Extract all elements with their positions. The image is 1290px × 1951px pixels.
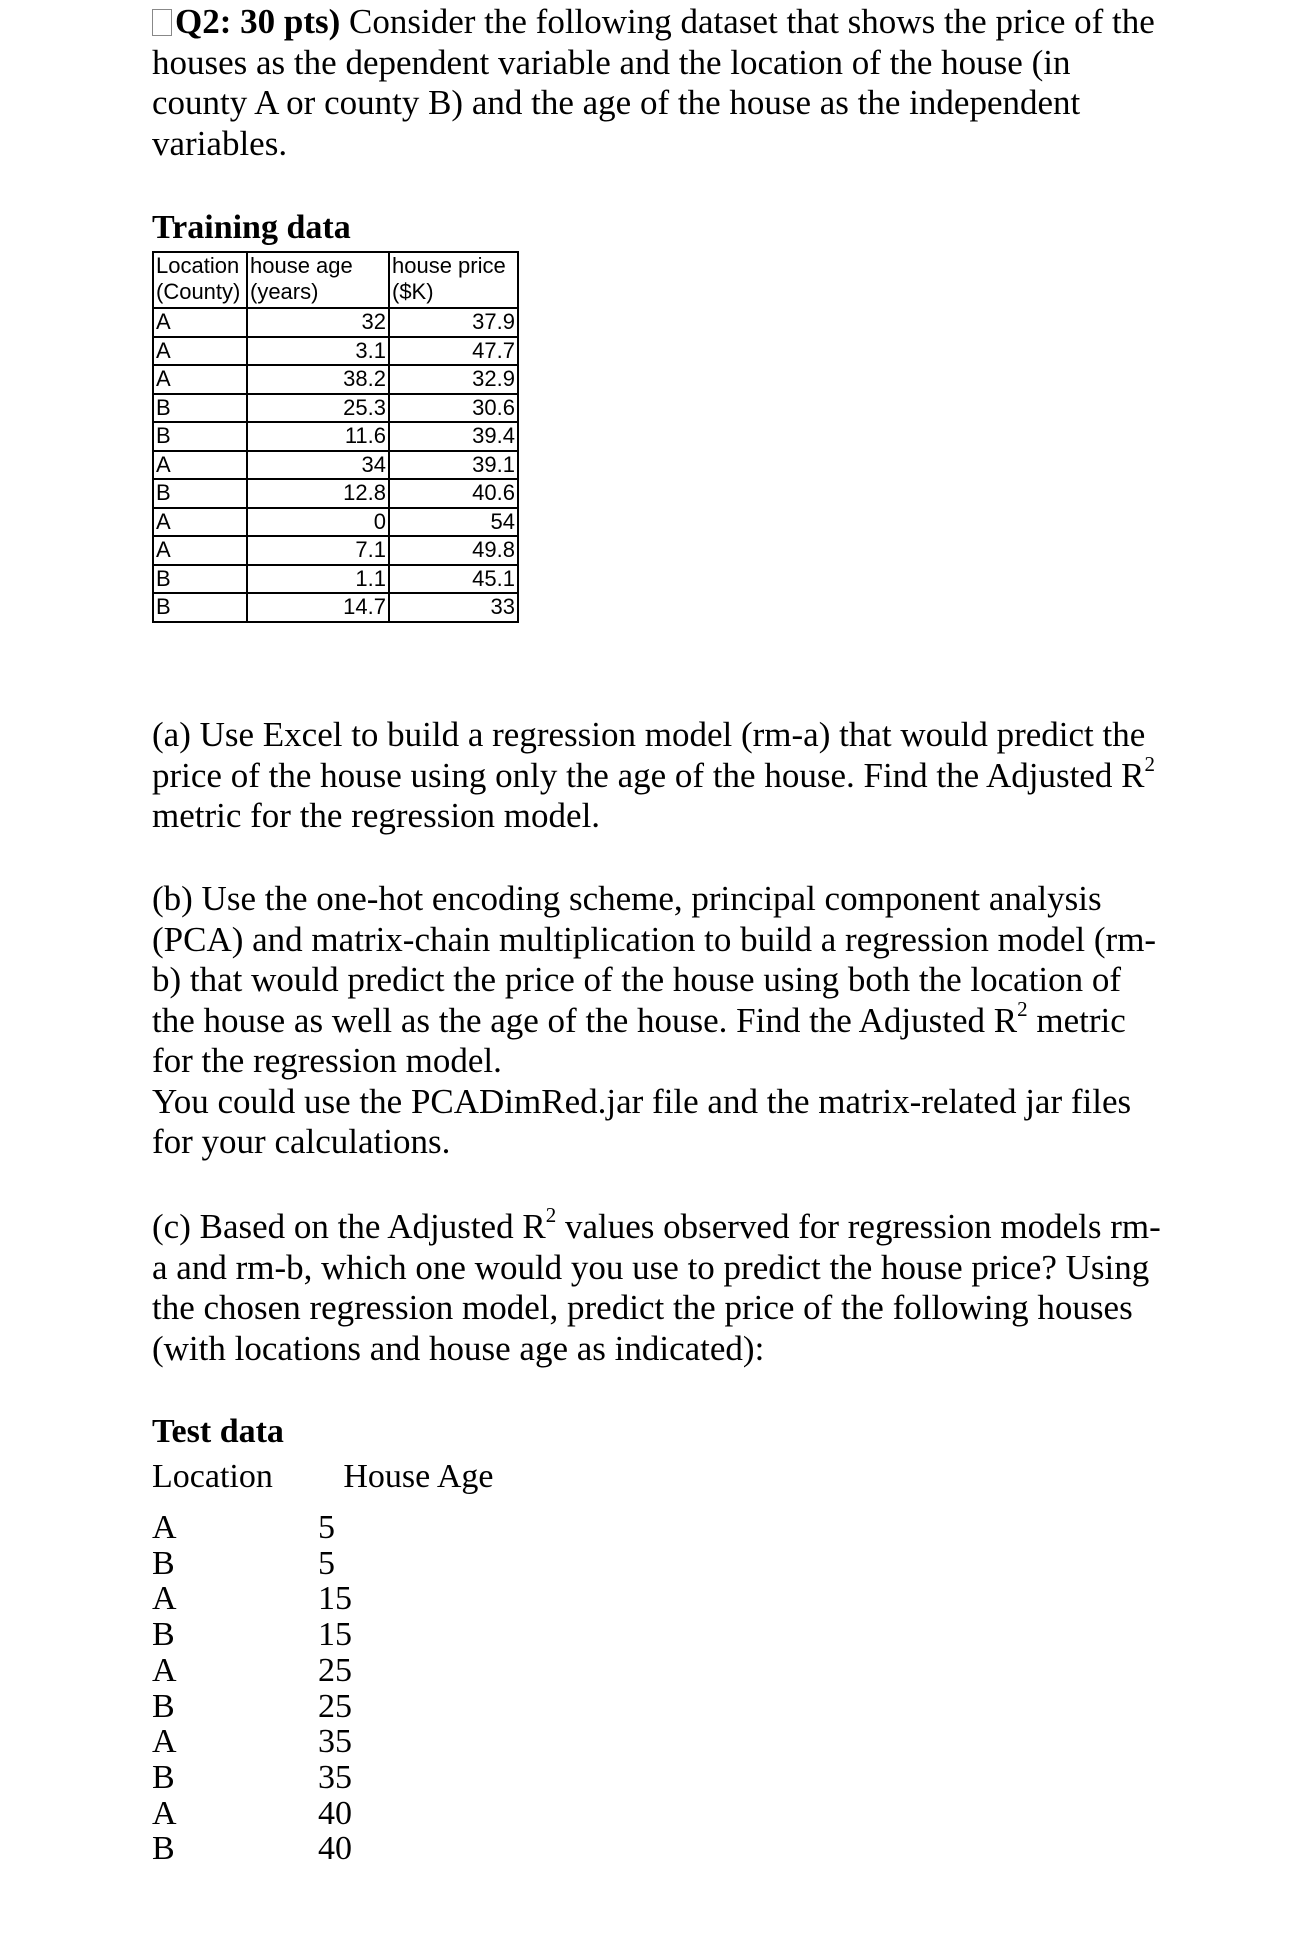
- part-b-text: (b) Use the one-hot encoding scheme, principal component analysis (PCA) and matrix-chain multiplication to build a regression model (rm-b) that would predict the price of the house using both the location of the house as well as the age of the house. Find the Adjusted R: [152, 879, 1157, 1040]
- question-title: Q2: 30 pts): [175, 2, 341, 41]
- training-row: [153, 337, 518, 366]
- training-cell-price: 39.4: [389, 422, 518, 451]
- training-cell-price: 33: [389, 593, 518, 622]
- training-row: [153, 508, 518, 537]
- test-cell-location: B: [152, 1616, 175, 1654]
- test-heading: Test data: [152, 1413, 284, 1450]
- test-cell-age: 5: [318, 1509, 335, 1546]
- training-cell-price: 54: [389, 508, 518, 537]
- part-b-tail: metric for the regression model.: [152, 1000, 1126, 1080]
- training-cell-location: A: [153, 365, 247, 394]
- part-c-tail: values observed for regression models rm-a and rm-b, which one would you use to predict the house price? Using the chosen regression model, predict the price of the following houses (with locations and house age as indicated):: [152, 1207, 1161, 1368]
- training-table: [152, 251, 519, 623]
- test-cell-age: 15: [318, 1616, 352, 1654]
- training-cell-location: B: [153, 479, 247, 508]
- test-cell-age: 40: [318, 1794, 352, 1832]
- test-cell-age: 35: [318, 1758, 352, 1796]
- training-cell-location: A: [153, 508, 247, 537]
- test-cell-age: 40: [318, 1830, 352, 1868]
- test-cell-location: A: [152, 1651, 177, 1689]
- training-cell-age: 32: [247, 308, 389, 337]
- training-cell-price: 30.6: [389, 394, 518, 423]
- training-cell-location: B: [153, 394, 247, 423]
- training-cell-location: A: [153, 451, 247, 480]
- training-row: [153, 565, 518, 594]
- training-row: [153, 451, 518, 480]
- test-cell-location: A: [152, 1580, 177, 1618]
- training-cell-age: 3.1: [247, 337, 389, 366]
- training-cell-price: 40.6: [389, 479, 518, 508]
- training-cell-age: 12.8: [247, 479, 389, 508]
- training-cell-age: 11.6: [247, 422, 389, 451]
- training-row: [153, 536, 518, 565]
- training-cell-age: 1.1: [247, 565, 389, 594]
- training-cell-price: 32.9: [389, 365, 518, 394]
- training-cell-location: A: [153, 337, 247, 366]
- training-cell-age: 34: [247, 451, 389, 480]
- header-house-age: house age (years): [247, 252, 389, 308]
- training-cell-price: 37.9: [389, 308, 518, 337]
- training-cell-location: A: [153, 536, 247, 565]
- training-cell-price: 45.1: [389, 565, 518, 594]
- training-cell-age: 25.3: [247, 394, 389, 423]
- test-col-location: Location: [152, 1458, 273, 1495]
- training-cell-age: 0: [247, 508, 389, 537]
- part-a-text: (a) Use Excel to build a regression model (rm-a) that would predict the price of the house using only the age of the house. Find the Adjusted R: [152, 715, 1146, 795]
- training-cell-price: 39.1: [389, 451, 518, 480]
- training-cell-location: A: [153, 308, 247, 337]
- test-cell-location: A: [152, 1509, 177, 1546]
- test-cell-age: 35: [318, 1723, 352, 1761]
- training-row: [153, 365, 518, 394]
- training-row: [153, 422, 518, 451]
- test-col-age: House Age: [343, 1458, 494, 1495]
- part-c-sup: 2: [545, 1203, 557, 1228]
- header-house-price: house price ($K): [389, 252, 518, 308]
- training-cell-price: 47.7: [389, 337, 518, 366]
- test-cell-location: B: [152, 1544, 175, 1582]
- test-header: [152, 1458, 494, 1496]
- training-cell-location: B: [153, 422, 247, 451]
- question-intro-text: Consider the following dataset that shows the price of the houses as the dependent variable and the location of the house (in county A or county B) and the age of the house as the independent variables.: [152, 2, 1155, 163]
- header-location: Location (County): [153, 252, 247, 308]
- part-b-line2: You could use the PCADimRed.jar file and the matrix-related jar files for your calculations.: [152, 1081, 1132, 1161]
- test-cell-age: 25: [318, 1651, 352, 1689]
- part-c: [152, 1203, 1162, 1369]
- test-cell-location: A: [152, 1723, 177, 1761]
- test-cell-age: 5: [318, 1544, 335, 1582]
- training-row: [153, 308, 518, 337]
- question-intro: [152, 2, 1162, 164]
- training-row: [153, 394, 518, 423]
- training-table-header-row: [153, 252, 518, 308]
- test-cell-location: B: [152, 1687, 175, 1725]
- training-row: [153, 593, 518, 622]
- training-table-body: [153, 308, 518, 622]
- training-cell-age: 7.1: [247, 536, 389, 565]
- test-cell-location: B: [152, 1830, 175, 1868]
- part-b: [152, 879, 1162, 1163]
- part-c-text: (c) Based on the Adjusted R: [152, 1207, 546, 1246]
- test-cell-age: 25: [318, 1687, 352, 1725]
- test-cell-location: A: [152, 1794, 177, 1832]
- part-a-sup: 2: [1144, 751, 1155, 776]
- training-cell-location: B: [153, 593, 247, 622]
- part-a-tail: metric for the regression model.: [152, 796, 601, 835]
- training-cell-age: 38.2: [247, 365, 389, 394]
- part-a: [152, 715, 1162, 837]
- training-cell-price: 49.8: [389, 536, 518, 565]
- test-cell-age: 15: [318, 1580, 352, 1618]
- training-cell-location: B: [153, 565, 247, 594]
- missing-glyph-icon: [152, 9, 172, 36]
- test-cell-location: B: [152, 1758, 175, 1796]
- training-row: [153, 479, 518, 508]
- training-heading: Training data: [152, 209, 351, 246]
- part-b-sup: 2: [1017, 996, 1028, 1021]
- training-cell-age: 14.7: [247, 593, 389, 622]
